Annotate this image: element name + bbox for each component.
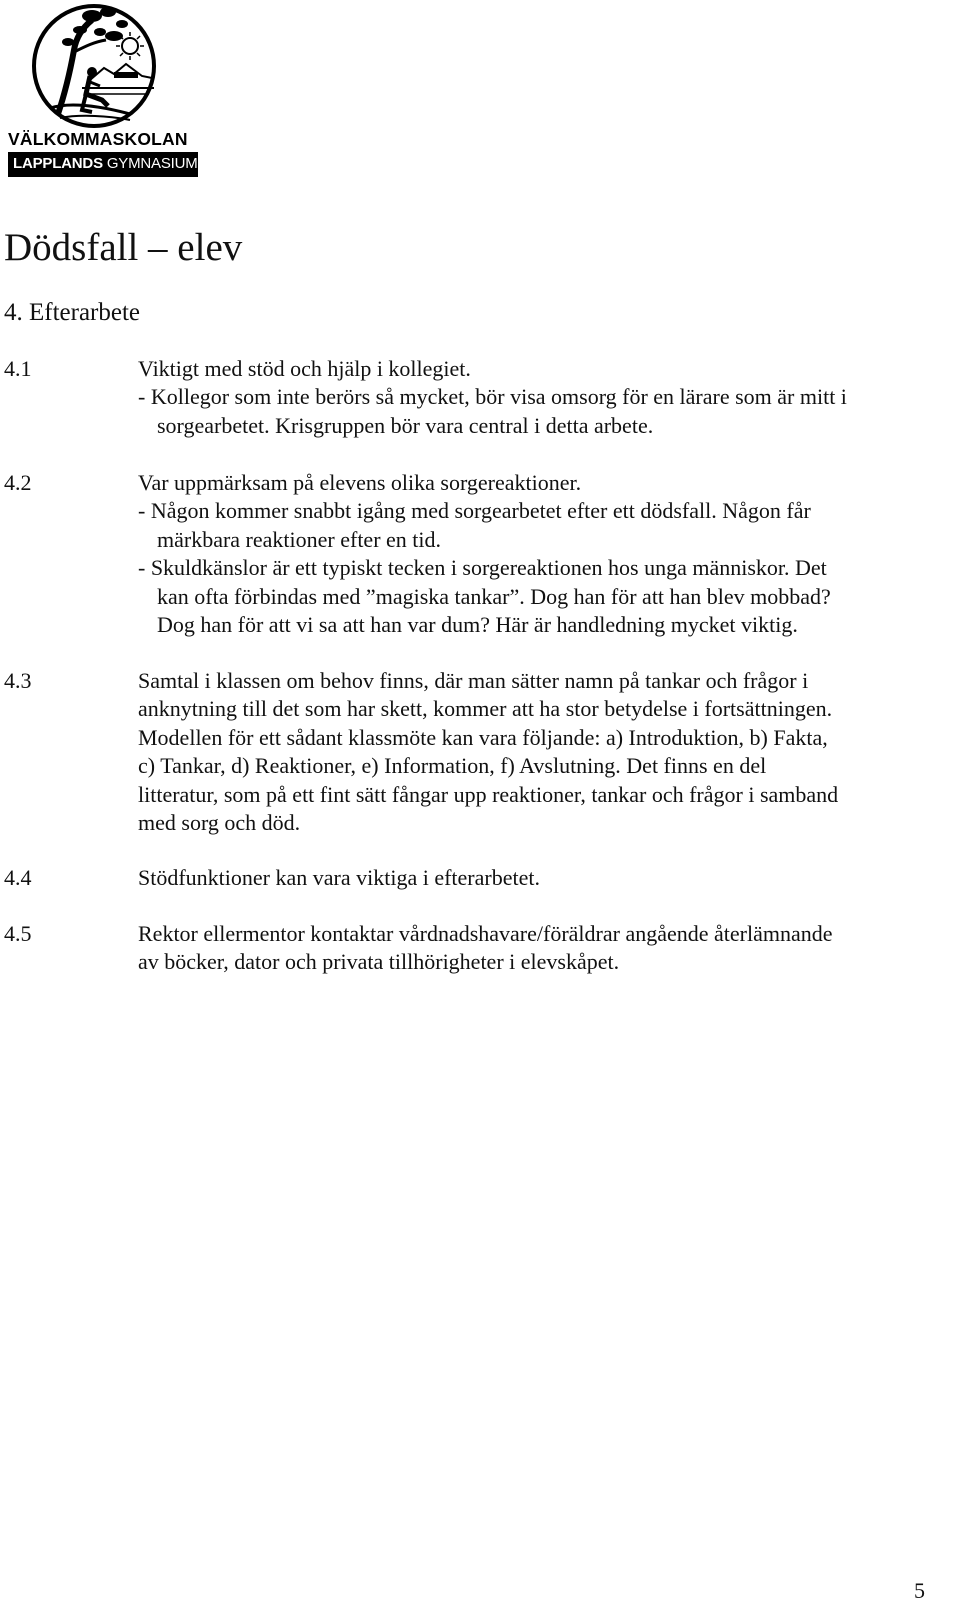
item-text [138, 469, 938, 639]
logo-text-valkommaskolan: VÄLKOMMASKOLAN [8, 129, 188, 149]
section-heading: 4. Efterarbete [4, 299, 141, 326]
item-number: 4.4 [4, 865, 32, 890]
item-line: anknytning till det som har skett, kommer att ha stor betydelse i fortsättningen. [138, 696, 833, 722]
page-title: Dödsfall – elev [4, 226, 243, 269]
logo-text-gymnasium: GYMNASIUM [102, 155, 198, 172]
item-line: med sorg och död. [138, 810, 301, 836]
school-logo [4, 2, 196, 178]
item-line: märkbara reaktioner efter en tid. [157, 526, 442, 552]
item-line: Samtal i klassen om behov finns, där man sätter namn på tankar och frågor i [138, 668, 809, 693]
item-line: - Någon kommer snabbt igång med sorgearbetet efter ett dödsfall. Någon får [138, 498, 811, 524]
item-number: 4.2 [4, 470, 32, 495]
item-line: Rektor ellermentor kontaktar vårdnadshavare/föräldrar angående återlämnande [138, 921, 833, 946]
item-number: 4.5 [4, 921, 32, 946]
item-line: Stödfunktioner kan vara viktiga i efterarbetet. [138, 865, 540, 890]
item-line: Modellen för ett sådant klassmöte kan vara följande: a) Introduktion, b) Fakta, [138, 724, 828, 750]
item-line: kan ofta förbindas med ”magiska tankar”. Dog han för att han blev mobbad? [157, 583, 831, 609]
item-text [138, 667, 938, 837]
item-line: c) Tankar, d) Reaktioner, e) Information, f) Avslutning. Det finns en del [138, 753, 767, 779]
item-number: 4.3 [4, 668, 32, 693]
school-emblem-icon [30, 2, 166, 130]
item-line: av böcker, dator och privata tillhörigheter i elevskåpet. [138, 949, 620, 975]
item-text [138, 920, 938, 977]
item-line: - Skuldkänslor är ett typiskt tecken i sorgereaktionen hos unga människor. Det [138, 555, 827, 581]
item-line: Dog han för att vi sa att han var dum? Här är handledning mycket viktig. [157, 612, 798, 638]
item-line: Viktigt med stöd och hjälp i kollegiet. [138, 356, 471, 381]
item-number: 4.1 [4, 356, 32, 381]
item-line: litteratur, som på ett fint sätt fångar upp reaktioner, tankar och frågor i samband [138, 781, 839, 807]
logo-banner [8, 152, 198, 177]
item-text [138, 355, 938, 440]
item-line: Var uppmärksam på elevens olika sorgereaktioner. [138, 470, 582, 495]
item-line: sorgearbetet. Krisgruppen bör vara central i detta arbete. [157, 412, 654, 438]
logo-text-lapplands: LAPPLANDS [13, 155, 103, 172]
item-text [138, 864, 938, 892]
logo-text-lapplands-gymnasium [13, 155, 198, 172]
item-line: - Kollegor som inte berörs så mycket, bör visa omsorg för en lärare som är mitt i [138, 384, 847, 410]
page-number: 5 [914, 1578, 925, 1603]
